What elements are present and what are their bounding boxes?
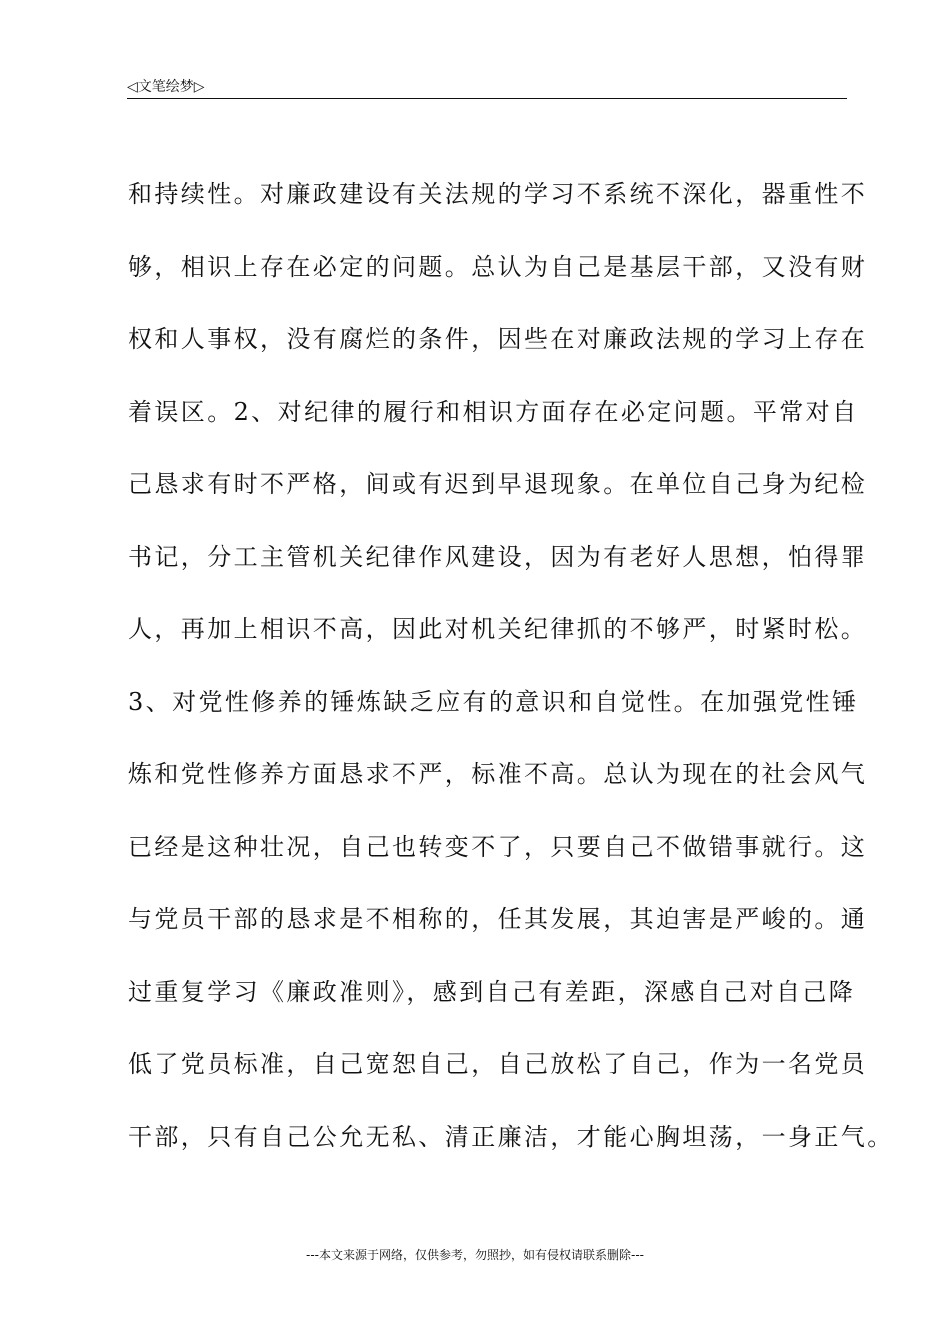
document-body [128,172,894,1187]
body-line: 够，相识上存在必定的问题。总认为自己是基层干部，又没有财 [128,252,868,281]
body-line: 炼和党性修养方面恳求不严，标准不高。总认为现在的社会风气 [128,760,868,788]
page-footer: ---本文来源于网络，仅供参考，勿照抄，如有侵权请联系删除--- [306,1248,644,1262]
body-line: 着误区。2、对纪律的履行和相识方面存在必定问题。平常对自 [128,397,859,426]
page-header: ◁文笔绘梦▷ [127,79,205,95]
body-line: 和持续性。对廉政建设有关法规的学习不系统不深化，器重性不 [128,180,868,208]
body-line: 过重复学习《廉政准则》，感到自己有差距，深感自己对自己降 [128,977,856,1006]
body-line: 3、对党性修养的锤炼缺乏应有的意识和自觉性。在加强党性锤 [128,687,859,716]
body-line: 与党员干部的恳求是不相称的，任其发展，其迫害是严峻的。通 [128,905,868,933]
body-line: 己恳求有时不严格，间或有迟到早退现象。在单位自己身为纪检 [128,470,868,498]
body-line: 权和人事权，没有腐烂的条件，因些在对廉政法规的学习上存在 [128,325,868,353]
body-line: 已经是这种壮况，自己也转变不了，只要自己不做错事就行。这 [128,832,868,861]
body-line: 低了党员标准，自己宽恕自己，自己放松了自己，作为一名党员 [128,1050,868,1078]
header-divider [127,98,847,99]
body-line: 干部，只有自己公允无私、清正廉洁，才能心胸坦荡，一身正气。 [128,1122,894,1151]
body-line: 人，再加上相识不高，因此对机关纪律抓的不够严，时紧时松。 [128,615,868,643]
body-line: 书记，分工主管机关纪律作风建设，因为有老好人思想，怕得罪 [128,542,868,571]
